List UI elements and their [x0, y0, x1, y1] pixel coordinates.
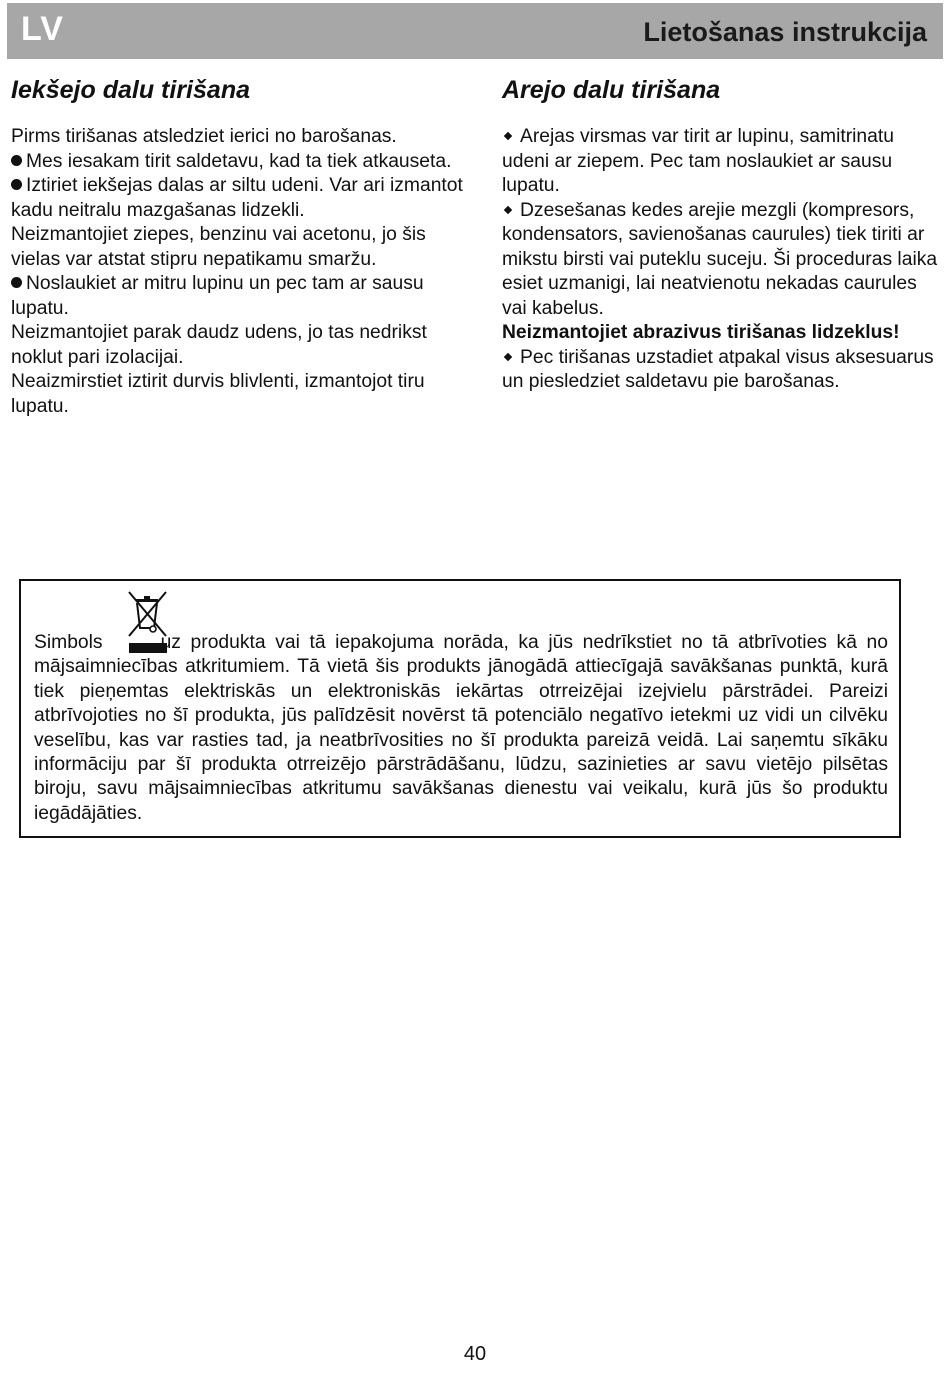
- text-line: Noslaukiet ar mitru lupinu un pec tam ar sausu lupatu.: [11, 273, 424, 319]
- language-code: LV: [21, 10, 64, 48]
- list-item: Arejas virsmas var tirit ar lupinu, samitrinatu udeni ar ziepem. Pec tam noslaukiet ar sausu lupatu.: [502, 126, 894, 196]
- text-line: Mes iesakam tirit saldetavu, kad ta tiek atkauseta.: [26, 150, 452, 172]
- section-interior-cleaning: [11, 76, 471, 419]
- notice-body: uz produkta vai tā iepakojuma norāda, ka jūs nedrīkstiet no tā atbrīvoties kā no mājsaimniecības atkritumiem. Tā vietā šis produkts jānogādā attiecīgajā savākšanas punktā, kurā tiek pieņemtas elektriskās un elektroniskās iekārtas otrreizējai izejvielu pārstrādei. Pareizi atbrīvojoties no šī produkta, jūs palīdzēsit novērst tā potenciālo negatīvo ietekmi uz vidi un cilvēku veselību, kas var rasties tad, ja neatbrīvosities no šī produkta pareizā veidā. Lai saņemtu sīkāku informāciju par šī produkta otrreizējo pārstrādāšanu, lūdzu, sazinieties ar savu vietējo pilsētas biroju, savu mājsaimniecības atkritumu savākšanas dienestu vai veikalu, kurā jūs šo produktu iegādājāties.: [34, 632, 888, 824]
- text-line: Neizmantojiet parak daudz udens, jo tas nedrikst noklut pari izolacijai.: [11, 322, 427, 368]
- notice-lead: Simbols: [34, 632, 103, 653]
- bullet-icon: [11, 155, 22, 166]
- section-heading: Arejo dalu tirišana: [502, 76, 721, 104]
- bullet-icon: [11, 179, 22, 190]
- diamond-bullet-icon: [504, 132, 512, 140]
- paragraph: [11, 125, 471, 419]
- section-exterior-cleaning: [502, 76, 942, 395]
- paragraph: [502, 125, 942, 395]
- disposal-notice-box: [19, 579, 901, 838]
- bullet-icon: [11, 277, 22, 288]
- notice-text: [34, 631, 888, 826]
- diamond-bullet-icon: [504, 205, 512, 213]
- list-item: Pec tirišanas uzstadiet atpakal visus aksesuarus un piesledziet saldetavu pie barošanas.: [502, 346, 934, 392]
- list-item: Dzesešanas kedes arejie mezgli (kompresors, kondensators, savienošanas caurules) tiek tiriti ar mikstu birsti vai puteklu suceju. Ši proceduras laika esiet uzmanigi, lai neatvienotu nekadas caurules vai kabelus.: [502, 199, 938, 319]
- document-title: Lietošanas instrukcija: [643, 17, 927, 47]
- text-line: Neaizmirstiet iztirit durvis blivlenti, izmantojot tiru lupatu.: [11, 371, 425, 417]
- section-heading: Iekšejo dalu tirišana: [11, 76, 250, 104]
- text-line: Pirms tirišanas atsledziet ierici no barošanas.: [11, 126, 397, 147]
- warning-text: Neizmantojiet abrazivus tirišanas lidzeklus!: [502, 322, 900, 343]
- text-line: Iztiriet iekšejas dalas ar siltu udeni. Var ari izmantot kadu neitralu mazgašanas lidzekli.: [11, 175, 463, 221]
- text-line: Neizmantojiet ziepes, benzinu vai acetonu, jo šis vielas var atstat stipru nepatikamu smaržu.: [11, 224, 426, 270]
- page-number: 40: [463, 1343, 487, 1365]
- page-header: [7, 3, 943, 59]
- diamond-bullet-icon: [504, 352, 512, 360]
